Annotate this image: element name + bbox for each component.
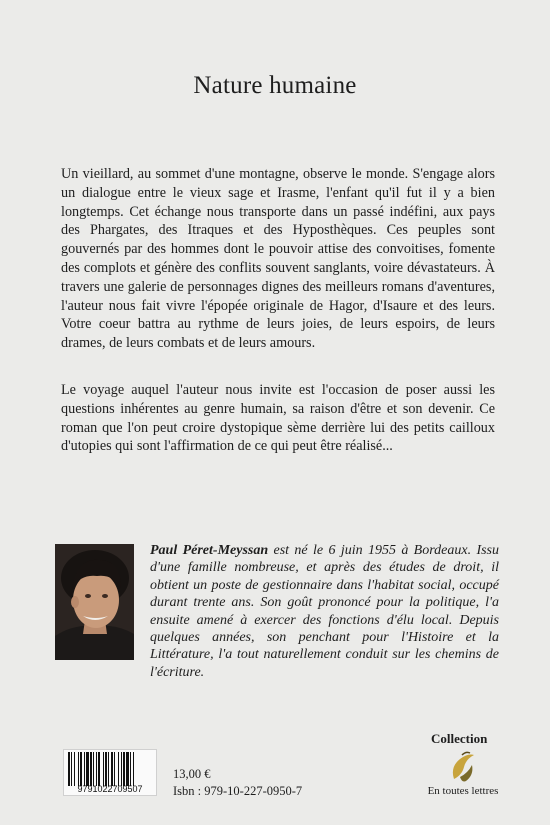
isbn: Isbn : 979-10-227-0950-7 (173, 784, 303, 798)
publisher-logo (422, 749, 504, 799)
author-bio-text: est né le 6 juin 1955 à Bordeaux. Issu d'une famille nombreuse, et après des études de droit, il obtient un poste de gestionnaire dans l'habitat social, occupé durant trente ans. Son goût prononcé pour la politique, l'a ensuite amené à exercer des fonctions d'élu local. Depuis quelques années, son penchant pour l'Histoire et la Littérature, l'a tout naturellement conduit sur les chemins de l'écriture. (150, 543, 500, 680)
publisher-logo-icon (446, 749, 480, 785)
publisher-name: En toutes lettres (427, 785, 499, 797)
blurb-paragraph-2: Le voyage auquel l'auteur nous invite est l'occasion de poser aussi les questions inhérentes au genre humain, sa raison d'être et son devenir. Ce roman que l'on peut croire dystopique sème derrière lui des petits cailloux d'utopies qui sont l'affirmation de ce qui peut être réalisé... (61, 382, 495, 455)
barcode-bars (64, 752, 156, 786)
barcode-number: 9791022709507 (77, 784, 143, 794)
book-title: Nature humaine (193, 72, 357, 99)
author-portrait-image (55, 544, 134, 660)
author-name: Paul Péret-Meyssan (150, 543, 269, 558)
barcode (63, 749, 157, 796)
price: 13,00 € (173, 767, 211, 781)
collection-label: Collection (431, 731, 488, 746)
blurb-paragraph-1: Un vieillard, au sommet d'une montagne, observe le monde. S'engage alors un dialogue entre le vieux sage et Irasme, l'enfant qu'il fut il y a bien longtemps. Cet échange nous transporte dans un passé indéfini, aux pays des Phargates, des Itraques et des Hyposthèques. Ces peuples sont gouvernés par des hommes dont le pouvoir attise des convoitises, fomente des complots et génère des conflits souvent sanglants, voire dévastateurs. À travers une galerie de personnages dignes des meilleurs romans d'aventures, l'auteur nous fait vivre l'épopée originale de Hagor, d'Isaure et des leurs. Votre coeur battra au rythme de leurs joies, de leurs espoirs, de leurs drames, de leurs combats et de leurs amours. (61, 166, 495, 352)
author-bio (150, 542, 499, 681)
author-photo (55, 544, 134, 660)
